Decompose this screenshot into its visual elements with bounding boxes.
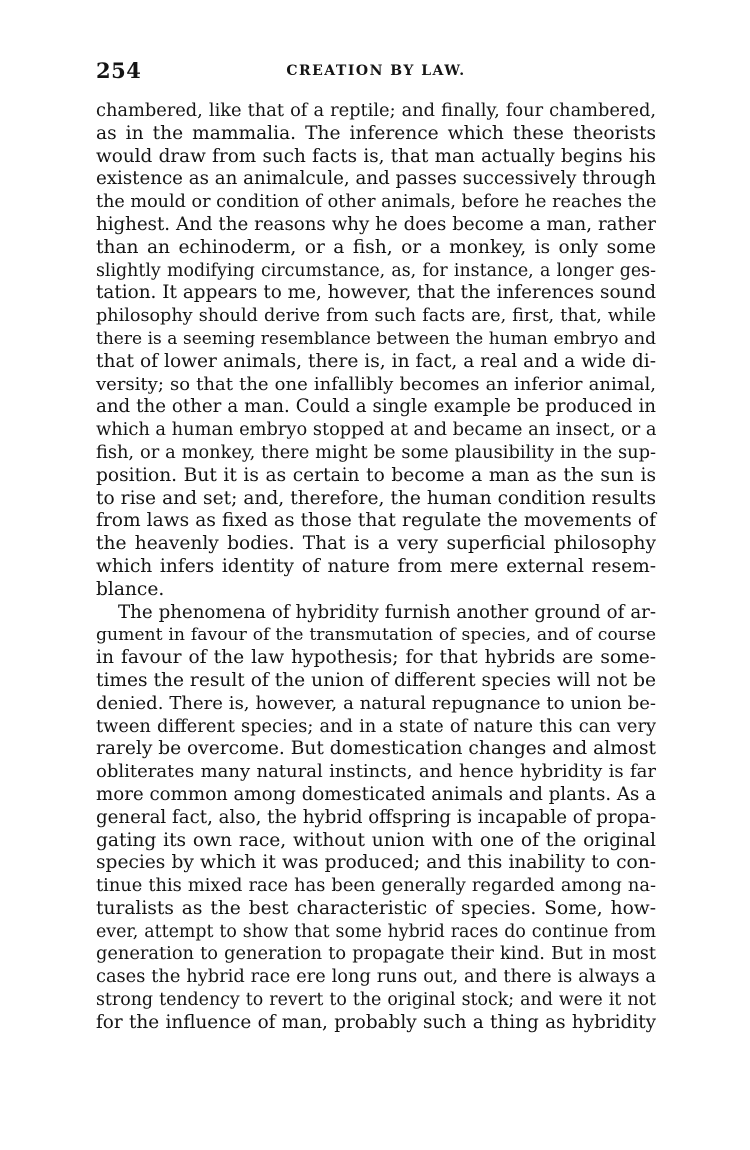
text-line: from laws as fixed as those that regulate the movements of (96, 510, 656, 532)
text-line: gating its own race, without union with one of the original (96, 829, 656, 851)
running-title: CREATION BY LAW. (286, 63, 466, 79)
text-line: which infers identity of nature from mere external resem- (96, 555, 656, 577)
running-head (96, 58, 656, 84)
text-line: denied. There is, however, a natural repugnance to union be- (96, 692, 656, 714)
text-line: tween different species; and in a state of nature this can very (96, 715, 656, 737)
text-line: more common among domesticated animals and plants. As a (96, 783, 656, 805)
text-line-paragraph-end: blance. (96, 578, 165, 600)
text-line: philosophy should derive from such facts are, first, that, while (96, 306, 656, 327)
text-line: that of lower animals, there is, in fact, a real and a wide di- (96, 350, 656, 372)
text-line: obliterates many natural instincts, and hence hybridity is far (96, 761, 656, 783)
text-line: turalists as the best characteristic of species. Some, how- (96, 897, 656, 919)
text-line: cases the hybrid race ere long runs out, and there is always a (96, 966, 656, 988)
text-line: there is a seeming resemblance between the human embryo and (96, 328, 656, 349)
text-line: ever, attempt to show that some hybrid races do continue from (96, 921, 656, 942)
text-line: as in the mammalia. The inference which these theorists (96, 122, 656, 144)
text-line-paragraph-start: The phenomena of hybridity furnish another ground of ar- (118, 601, 656, 623)
text-line: to rise and set; and, therefore, the human condition results (96, 487, 656, 509)
text-line: chambered, like that of a reptile; and finally, four chambered, (96, 100, 656, 121)
body-text (96, 100, 656, 1035)
page-number: 254 (96, 58, 142, 83)
text-line: tinue this mixed race has been generally regarded among na- (96, 875, 656, 897)
text-line: position. But it is as certain to become a man as the sun is (96, 464, 656, 486)
text-line: fish, or a monkey, there might be some plausibility in the sup- (96, 441, 656, 463)
text-line: versity; so that the one infallibly becomes an inferior animal, (96, 373, 656, 395)
text-line: the mould or condition of other animals, before he reaches the (96, 192, 657, 213)
text-line: times the result of the union of different species will not be (96, 669, 656, 691)
text-line: than an echinoderm, or a fish, or a monkey, is only some (96, 236, 656, 258)
text-line: gument in favour of the transmutation of species, and of course (96, 625, 656, 646)
text-line: tation. It appears to me, however, that the inferences sound (96, 282, 656, 304)
text-line: which a human embryo stopped at and became an insect, or a (96, 419, 657, 441)
text-line: generation to generation to propagate their kind. But in most (96, 943, 656, 965)
text-line: highest. And the reasons why he does become a man, rather (96, 213, 656, 235)
text-line: would draw from such facts is, that man actually begins his (96, 145, 656, 167)
text-line: rarely be overcome. But domestication changes and almost (96, 738, 656, 760)
text-line: species by which it was produced; and this inability to con- (96, 852, 656, 874)
text-line: slightly modifying circumstance, as, for instance, a longer ges- (96, 260, 656, 281)
text-line: strong tendency to revert to the original stock; and were it not (96, 990, 656, 1011)
text-line: existence as an animalcule, and passes successively through (96, 168, 656, 190)
text-line: general fact, also, the hybrid offspring is incapable of propa- (96, 806, 657, 828)
text-line: for the influence of man, probably such a thing as hybridity (96, 1011, 656, 1033)
text-line: in favour of the law hypothesis; for that hybrids are some- (96, 647, 656, 669)
text-line: the heavenly bodies. That is a very superficial philosophy (96, 533, 656, 555)
text-line: and the other a man. Could a single example be produced in (96, 396, 656, 418)
